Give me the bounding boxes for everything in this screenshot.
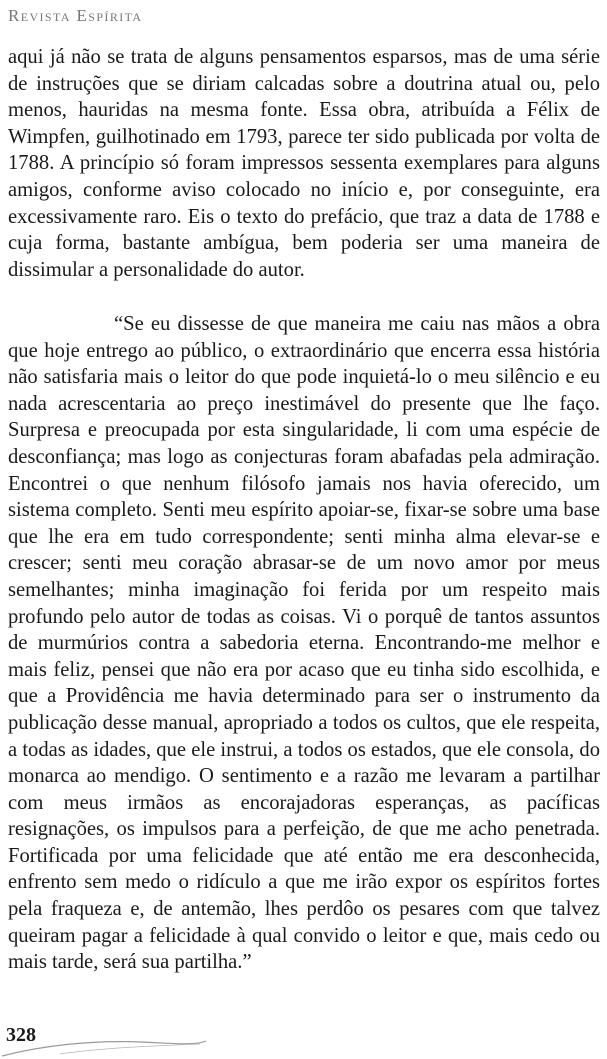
footer-flourish-ornament: [0, 1032, 210, 1058]
running-head-title: Revista Espírita: [8, 6, 143, 25]
body-paragraph-quote: “Se eu dissesse de que maneira me caiu nas mãos a obra que hoje entrego ao público, o extraordinário que encerra essa história não satisfaria mais o leitor do que pode inquietá-lo o meu silêncio e eu nada acrescentaria ao preço inestimável do presente que lhe faço. Surpresa e preocupada por esta singularidade, li com uma espécie de desconfiança; mas logo as conjecturas foram abafadas pela admiração. Encontrei o que nenhum filósofo jamais nos havia oferecido, um sistema completo. Senti meu espírito apoiar-se, fixar-se sobre uma base que lhe era em tudo correspondente; senti minha alma elevar-se e crescer; senti meu coração abrasar-se de um novo amor por meus semelhantes; minha imaginação foi ferida por um respeito mais profundo pelo autor de todas as coisas. Vi o porquê de tantos assuntos de murmúrios contra a sabedoria eterna. Encontrando-me melhor e mais feliz, pensei que não era por acaso que eu tinha sido escolhida, e que a Providência me havia determinado para ser o instrumento da publicação desse manual, apropriado a todos os cultos, que ele respeita, a todas as idades, que ele instrui, a todos os estados, que ele consola, do monarca ao mendigo. O sentimento e a razão me levaram a partilhar com meus irmãos as encorajadoras esperanças, as pacíficas resignações, os impulsos para a perfeição, de que me acho penetrada. Fortificada por uma felicidade que até então me era desconhecida, enfrento sem medo o ridículo a que me irão expor os espíritos fortes pela fraqueza e, de antemão, lhes perdôo os pesares com que talvez queiram pagar a felicidade à qual convido o leitor e que, mais cedo ou mais tarde, será sua partilha.”: [8, 313, 600, 974]
page-number: 328: [6, 1024, 36, 1046]
body-paragraph-1: aqui já não se trata de alguns pensamentos esparsos, mas de uma série de instruções que se diriam calcadas sobre a doutrina atual ou, pelo menos, hauridas na mesma fonte. Essa obra, atribuída a Félix de Wimpfen, guilhotinado em 1793, parece ter sido publicada por volta de 1788. A princípio só foram impressos sessenta exemplares para alguns amigos, conforme aviso colocado no início e, por conseguinte, era excessivamente raro. Eis o texto do prefácio, que traz a data de 1788 e cuja forma, bastante ambígua, bem poderia ser uma maneira de dissimular a personalidade do autor.: [8, 46, 600, 281]
